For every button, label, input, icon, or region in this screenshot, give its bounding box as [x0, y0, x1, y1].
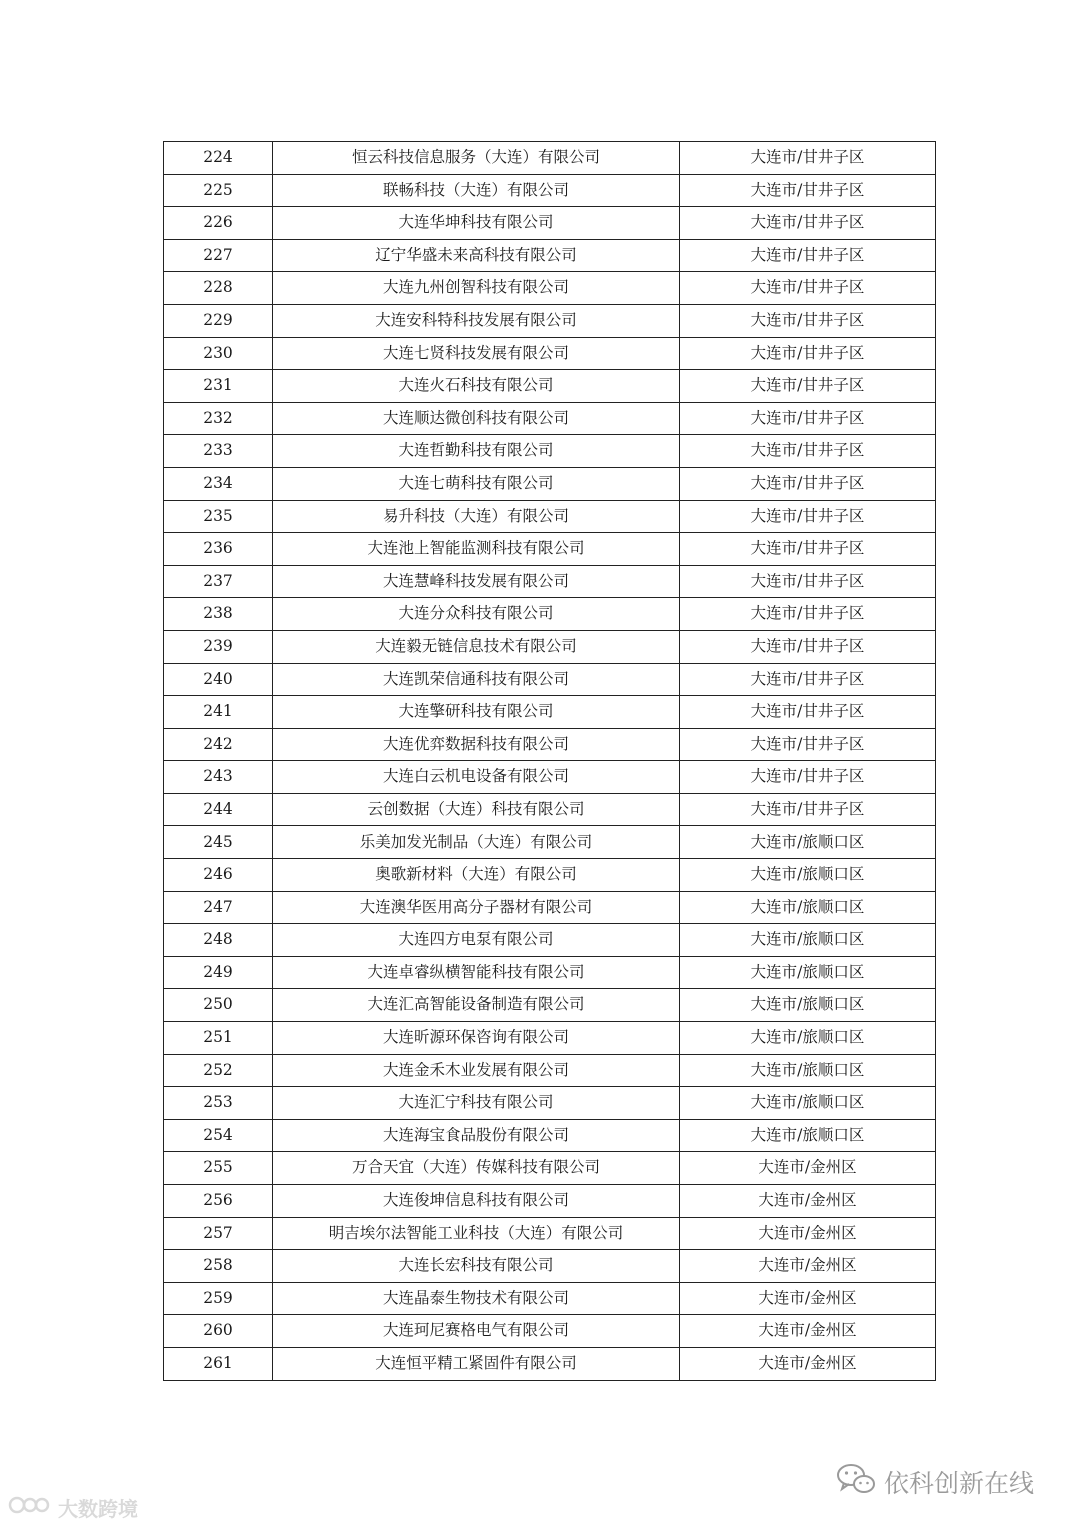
row-number-cell: 245 — [164, 826, 273, 859]
row-number-cell: 250 — [164, 989, 273, 1022]
company-name-cell: 大连七贤科技发展有限公司 — [273, 337, 680, 370]
region-cell: 大连市/旅顺口区 — [680, 1087, 936, 1120]
region-cell: 大连市/甘井子区 — [680, 239, 936, 272]
row-number-cell: 235 — [164, 500, 273, 533]
region-cell: 大连市/甘井子区 — [680, 174, 936, 207]
table-row — [164, 989, 936, 1022]
logo-icon — [8, 1494, 52, 1521]
table-row — [164, 728, 936, 761]
company-name-cell: 联畅科技（大连）有限公司 — [273, 174, 680, 207]
table-row — [164, 630, 936, 663]
row-number-cell: 241 — [164, 696, 273, 729]
row-number-cell: 231 — [164, 370, 273, 403]
row-number-cell: 238 — [164, 598, 273, 631]
row-number-cell: 242 — [164, 728, 273, 761]
region-cell: 大连市/甘井子区 — [680, 272, 936, 305]
wechat-icon — [836, 1462, 876, 1502]
row-number-cell: 244 — [164, 793, 273, 826]
row-number-cell: 249 — [164, 956, 273, 989]
region-cell: 大连市/金州区 — [680, 1347, 936, 1380]
row-number-cell: 256 — [164, 1185, 273, 1218]
company-name-cell: 大连澳华医用高分子器材有限公司 — [273, 891, 680, 924]
row-number-cell: 228 — [164, 272, 273, 305]
table-row — [164, 1347, 936, 1380]
row-number-cell: 233 — [164, 435, 273, 468]
company-name-cell: 大连珂尼赛格电气有限公司 — [273, 1315, 680, 1348]
region-cell: 大连市/金州区 — [680, 1185, 936, 1218]
region-cell: 大连市/甘井子区 — [680, 793, 936, 826]
company-name-cell: 大连华坤科技有限公司 — [273, 207, 680, 240]
region-cell: 大连市/甘井子区 — [680, 533, 936, 566]
row-number-cell: 257 — [164, 1217, 273, 1250]
region-cell: 大连市/甘井子区 — [680, 663, 936, 696]
company-name-cell: 大连晶泰生物技术有限公司 — [273, 1282, 680, 1315]
region-cell: 大连市/旅顺口区 — [680, 826, 936, 859]
watermark-left — [8, 1493, 138, 1522]
region-cell: 大连市/甘井子区 — [680, 435, 936, 468]
table-row — [164, 142, 936, 175]
table-row — [164, 272, 936, 305]
table-row — [164, 1217, 936, 1250]
region-cell: 大连市/旅顺口区 — [680, 1119, 936, 1152]
company-name-cell: 明吉埃尔法智能工业科技（大连）有限公司 — [273, 1217, 680, 1250]
watermark-right — [836, 1462, 1034, 1502]
region-cell: 大连市/旅顺口区 — [680, 924, 936, 957]
company-name-cell: 大连白云机电设备有限公司 — [273, 761, 680, 794]
row-number-cell: 230 — [164, 337, 273, 370]
table-row — [164, 533, 936, 566]
row-number-cell: 261 — [164, 1347, 273, 1380]
row-number-cell: 237 — [164, 565, 273, 598]
region-cell: 大连市/金州区 — [680, 1282, 936, 1315]
row-number-cell: 234 — [164, 467, 273, 500]
company-name-cell: 大连俊坤信息科技有限公司 — [273, 1185, 680, 1218]
row-number-cell: 254 — [164, 1119, 273, 1152]
table-row — [164, 1315, 936, 1348]
company-name-cell: 奥歌新材料（大连）有限公司 — [273, 859, 680, 892]
company-name-cell: 大连慧峰科技发展有限公司 — [273, 565, 680, 598]
row-number-cell: 239 — [164, 630, 273, 663]
company-name-cell: 大连海宝食品股份有限公司 — [273, 1119, 680, 1152]
table-row — [164, 1054, 936, 1087]
company-name-cell: 大连顺达微创科技有限公司 — [273, 402, 680, 435]
company-name-cell: 大连擎研科技有限公司 — [273, 696, 680, 729]
company-name-cell: 恒云科技信息服务（大连）有限公司 — [273, 142, 680, 175]
region-cell: 大连市/甘井子区 — [680, 761, 936, 794]
table-row — [164, 370, 936, 403]
table-row — [164, 402, 936, 435]
company-name-cell: 大连恒平精工紧固件有限公司 — [273, 1347, 680, 1380]
row-number-cell: 229 — [164, 304, 273, 337]
table-row — [164, 793, 936, 826]
row-number-cell: 240 — [164, 663, 273, 696]
table-row — [164, 304, 936, 337]
company-name-cell: 大连七萌科技有限公司 — [273, 467, 680, 500]
company-name-cell: 大连安科特科技发展有限公司 — [273, 304, 680, 337]
region-cell: 大连市/甘井子区 — [680, 207, 936, 240]
company-name-cell: 大连九州创智科技有限公司 — [273, 272, 680, 305]
table-row — [164, 1185, 936, 1218]
region-cell: 大连市/甘井子区 — [680, 696, 936, 729]
row-number-cell: 225 — [164, 174, 273, 207]
company-name-cell: 大连金禾木业发展有限公司 — [273, 1054, 680, 1087]
table-row — [164, 1282, 936, 1315]
row-number-cell: 246 — [164, 859, 273, 892]
table-row — [164, 891, 936, 924]
table-row — [164, 1250, 936, 1283]
table-row — [164, 239, 936, 272]
row-number-cell: 227 — [164, 239, 273, 272]
region-cell: 大连市/甘井子区 — [680, 728, 936, 761]
region-cell: 大连市/旅顺口区 — [680, 956, 936, 989]
company-name-cell: 大连四方电泵有限公司 — [273, 924, 680, 957]
table-row — [164, 1119, 936, 1152]
table-row — [164, 337, 936, 370]
row-number-cell: 251 — [164, 1022, 273, 1055]
table-row — [164, 467, 936, 500]
company-name-cell: 大连卓睿纵横智能科技有限公司 — [273, 956, 680, 989]
region-cell: 大连市/金州区 — [680, 1315, 936, 1348]
table-row — [164, 565, 936, 598]
region-cell: 大连市/甘井子区 — [680, 500, 936, 533]
company-name-cell: 大连汇宁科技有限公司 — [273, 1087, 680, 1120]
region-cell: 大连市/旅顺口区 — [680, 1022, 936, 1055]
table-row — [164, 924, 936, 957]
table-row — [164, 174, 936, 207]
region-cell: 大连市/甘井子区 — [680, 565, 936, 598]
company-table — [163, 141, 936, 1381]
company-name-cell: 大连哲勤科技有限公司 — [273, 435, 680, 468]
table-row — [164, 956, 936, 989]
company-name-cell: 大连长宏科技有限公司 — [273, 1250, 680, 1283]
table-row — [164, 1087, 936, 1120]
region-cell: 大连市/甘井子区 — [680, 402, 936, 435]
region-cell: 大连市/甘井子区 — [680, 370, 936, 403]
company-name-cell: 大连池上智能监测科技有限公司 — [273, 533, 680, 566]
row-number-cell: 253 — [164, 1087, 273, 1120]
company-name-cell: 云创数据（大连）科技有限公司 — [273, 793, 680, 826]
row-number-cell: 259 — [164, 1282, 273, 1315]
region-cell: 大连市/旅顺口区 — [680, 859, 936, 892]
region-cell: 大连市/甘井子区 — [680, 630, 936, 663]
region-cell: 大连市/金州区 — [680, 1152, 936, 1185]
row-number-cell: 232 — [164, 402, 273, 435]
region-cell: 大连市/甘井子区 — [680, 142, 936, 175]
table-row — [164, 500, 936, 533]
row-number-cell: 248 — [164, 924, 273, 957]
table-row — [164, 435, 936, 468]
table-row — [164, 598, 936, 631]
region-cell: 大连市/甘井子区 — [680, 598, 936, 631]
region-cell: 大连市/旅顺口区 — [680, 891, 936, 924]
region-cell: 大连市/金州区 — [680, 1217, 936, 1250]
company-name-cell: 大连分众科技有限公司 — [273, 598, 680, 631]
row-number-cell: 243 — [164, 761, 273, 794]
region-cell: 大连市/甘井子区 — [680, 467, 936, 500]
company-name-cell: 大连优弈数据科技有限公司 — [273, 728, 680, 761]
region-cell: 大连市/旅顺口区 — [680, 989, 936, 1022]
region-cell: 大连市/甘井子区 — [680, 304, 936, 337]
row-number-cell: 224 — [164, 142, 273, 175]
table-row — [164, 1152, 936, 1185]
region-cell: 大连市/金州区 — [680, 1250, 936, 1283]
company-name-cell: 大连毅无链信息技术有限公司 — [273, 630, 680, 663]
table-row — [164, 826, 936, 859]
row-number-cell: 247 — [164, 891, 273, 924]
table-row — [164, 859, 936, 892]
company-name-cell: 大连凯荣信通科技有限公司 — [273, 663, 680, 696]
company-name-cell: 乐美加发光制品（大连）有限公司 — [273, 826, 680, 859]
row-number-cell: 252 — [164, 1054, 273, 1087]
row-number-cell: 260 — [164, 1315, 273, 1348]
region-cell: 大连市/甘井子区 — [680, 337, 936, 370]
company-name-cell: 大连昕源环保咨询有限公司 — [273, 1022, 680, 1055]
company-name-cell: 大连火石科技有限公司 — [273, 370, 680, 403]
row-number-cell: 258 — [164, 1250, 273, 1283]
watermark-left-text: 大数跨境 — [58, 1497, 138, 1521]
table-row — [164, 207, 936, 240]
region-cell: 大连市/旅顺口区 — [680, 1054, 936, 1087]
table-row — [164, 1022, 936, 1055]
table-body — [164, 142, 936, 1381]
company-name-cell: 万合天宜（大连）传媒科技有限公司 — [273, 1152, 680, 1185]
row-number-cell: 255 — [164, 1152, 273, 1185]
table-row — [164, 696, 936, 729]
row-number-cell: 226 — [164, 207, 273, 240]
company-name-cell: 大连汇高智能设备制造有限公司 — [273, 989, 680, 1022]
company-name-cell: 易升科技（大连）有限公司 — [273, 500, 680, 533]
row-number-cell: 236 — [164, 533, 273, 566]
table-row — [164, 663, 936, 696]
company-name-cell: 辽宁华盛未来高科技有限公司 — [273, 239, 680, 272]
table-row — [164, 761, 936, 794]
watermark-right-text: 依科创新在线 — [884, 1469, 1035, 1498]
